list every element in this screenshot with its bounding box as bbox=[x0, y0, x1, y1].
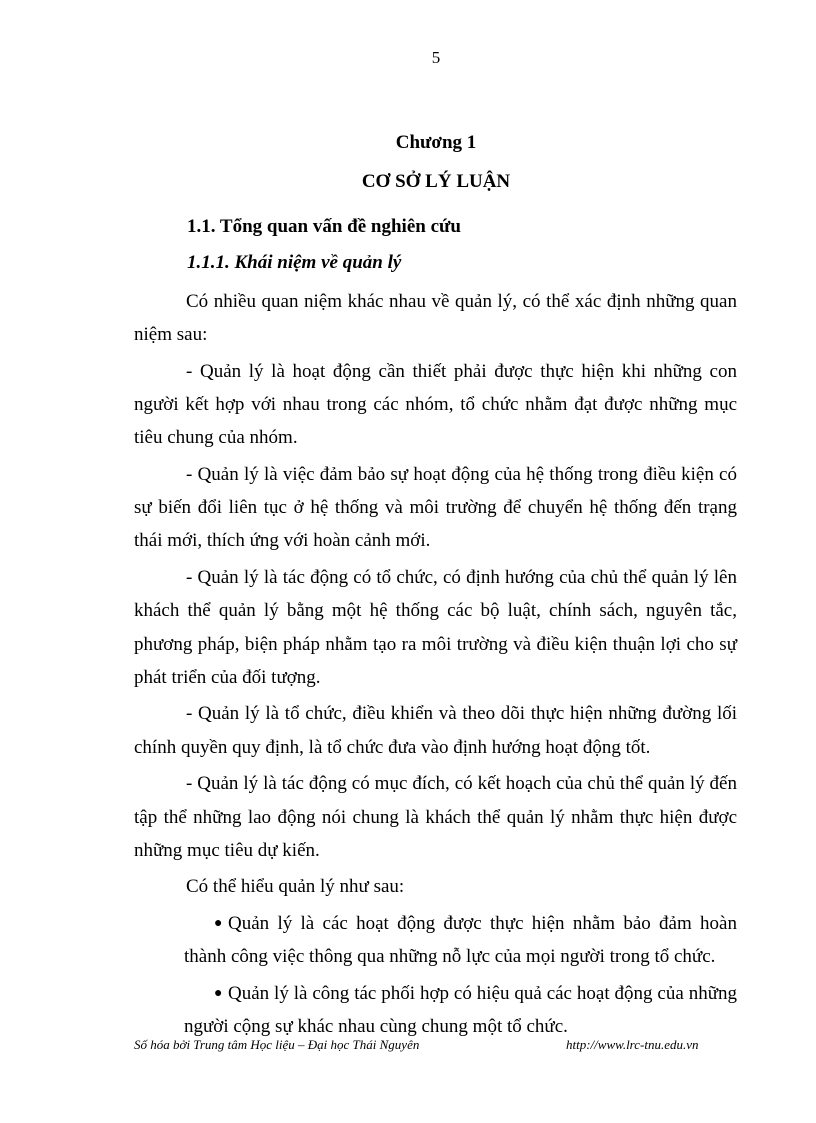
bullet-item bbox=[134, 977, 737, 1043]
chapter-title: Chương 1 bbox=[395, 132, 477, 153]
paragraph: - Quản lý là tác động có tổ chức, có định hướng của chủ thể quản lý lên khách thể quản lý bằng một hệ thống các bộ luật, chính sách, nguyên tắc, phương pháp, biện pháp nhằm tạo ra môi trường và điều kiện thuận lợi cho sự phát triển của đối tượng. bbox=[134, 567, 737, 688]
bullet-dot-icon: ● bbox=[214, 916, 223, 932]
chapter-subtitle: CƠ SỞ LÝ LUẬN bbox=[361, 171, 511, 192]
bullet-item bbox=[134, 907, 737, 973]
section-heading: 1.1. Tổng quan vấn đề nghiên cứu bbox=[187, 216, 461, 237]
page-number: 5 bbox=[431, 48, 441, 67]
paragraph: Có nhiều quan niệm khác nhau về quản lý, có thể xác định những quan niệm sau: bbox=[134, 291, 737, 346]
paragraph: - Quản lý là tác động có mục đích, có kết hoạch của chủ thể quản lý đến tập thể những lao động nói chung là khách thể quản lý nhằm thực hiện được những mục tiêu dự kiến. bbox=[134, 773, 737, 861]
bullet-text: Quản lý là các hoạt động được thực hiện nhằm bảo đảm hoàn thành công việc thông qua những nỗ lực của mọi người trong tổ chức. bbox=[184, 913, 737, 968]
bullet-dot-icon: ● bbox=[214, 986, 223, 1002]
subsection-heading: 1.1.1. Khái niệm về quản lý bbox=[187, 252, 402, 273]
bullet-text: Quản lý là công tác phối hợp có hiệu quả các hoạt động của những người cộng sự khác nhau cùng chung một tổ chức. bbox=[184, 983, 737, 1038]
paragraph: - Quản lý là việc đảm bảo sự hoạt động của hệ thống trong điều kiện có sự biến đổi liên tục ở hệ thống và môi trường để chuyển hệ thống đến trạng thái mới, thích ứng với hoàn cảnh mới. bbox=[134, 464, 737, 552]
paragraph: Có thể hiểu quản lý như sau: bbox=[186, 876, 405, 898]
body-text bbox=[134, 285, 737, 1047]
paragraph: - Quản lý là tổ chức, điều khiển và theo dõi thực hiện những đường lối chính quyền quy định, là tổ chức đưa vào định hướng hoạt động tốt. bbox=[134, 703, 737, 758]
footer-url: http://www.lrc-tnu.edu.vn bbox=[566, 1037, 699, 1052]
footer-source: Số hóa bởi Trung tâm Học liệu – Đại học Thái Nguyên bbox=[134, 1037, 420, 1052]
paragraph: - Quản lý là hoạt động cần thiết phải được thực hiện khi những con người kết hợp với nhau trong các nhóm, tổ chức nhằm đạt được những mục tiêu chung của nhóm. bbox=[134, 360, 737, 449]
